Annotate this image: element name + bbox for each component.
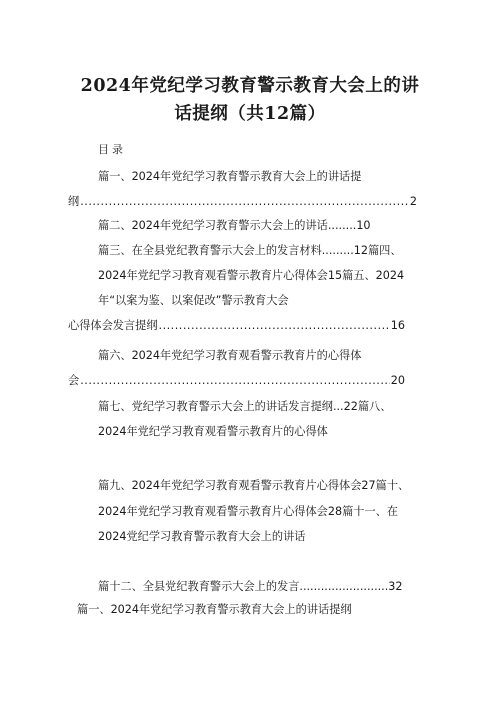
toc-line: 2024年党纪学习教育观看警示教育片的心得体 [98, 425, 328, 438]
toc-page-number: 32 [388, 580, 403, 593]
toc-line: 2024年党纪学习教育观看警示教育片心得体会15篇五、2024 [98, 269, 405, 282]
toc-line: 2024年党纪学习教育观看警示教育片心得体会28篇十一、在 [98, 505, 399, 518]
toc-heading: 目录 [98, 143, 126, 156]
toc-entry [68, 319, 405, 333]
title-line-2: 话提纲（共12篇） [174, 104, 326, 124]
toc-line: 2024党纪学习教育警示教育大会上的讲话 [98, 530, 306, 543]
toc-entry-text: 篇十二、全县党纪教育警示大会上的发言 [98, 580, 300, 593]
section-heading: 篇一、2024年党纪学习教育警示教育大会上的讲话提纲 [77, 603, 352, 616]
toc-page-number: 20 [390, 374, 405, 387]
dot-leader [80, 374, 390, 388]
toc-entry-text: 纲 [68, 195, 80, 208]
toc-entry-text: 篇二、2024年党纪学习教育警示大会上的讲话 [98, 219, 328, 232]
toc-entry [98, 219, 371, 233]
toc-page-number: 2 [409, 195, 417, 208]
toc-page-number: 16 [390, 319, 405, 332]
title-line-1: 2024年党纪学习教育警示教育大会上的讲 [80, 76, 420, 96]
toc-entry-text: 心得体会发言提纲 [68, 319, 158, 332]
toc-entry-text: 会 [68, 374, 80, 387]
toc-entry [68, 195, 417, 209]
toc-line: 篇九、2024年党纪学习教育观看警示教育片心得体会27篇十、 [98, 479, 410, 492]
toc-entry [68, 374, 405, 388]
document-title [60, 72, 440, 128]
toc-page-number: 10 [356, 219, 371, 232]
dot-leader [80, 195, 409, 209]
dot-leader: ......................... [299, 580, 389, 593]
dot-leader: ........ [327, 219, 357, 232]
toc-line: 篇六、2024年党纪学习教育观看警示教育片的心得体 [98, 349, 362, 362]
toc-line: 篇三、在全县党纪教育警示大会上的发言材料.........12篇四、 [98, 244, 402, 257]
toc-line: 篇七、党纪学习教育警示大会上的讲话发言提纲...22篇八、 [98, 400, 392, 413]
dot-leader [159, 319, 390, 333]
toc-entry [98, 580, 403, 594]
toc-line: 年“以案为鉴、以案促改”警示教育大会 [98, 294, 289, 307]
toc-line: 篇一、2024年党纪学习教育警示教育大会上的讲话提 [98, 170, 362, 183]
